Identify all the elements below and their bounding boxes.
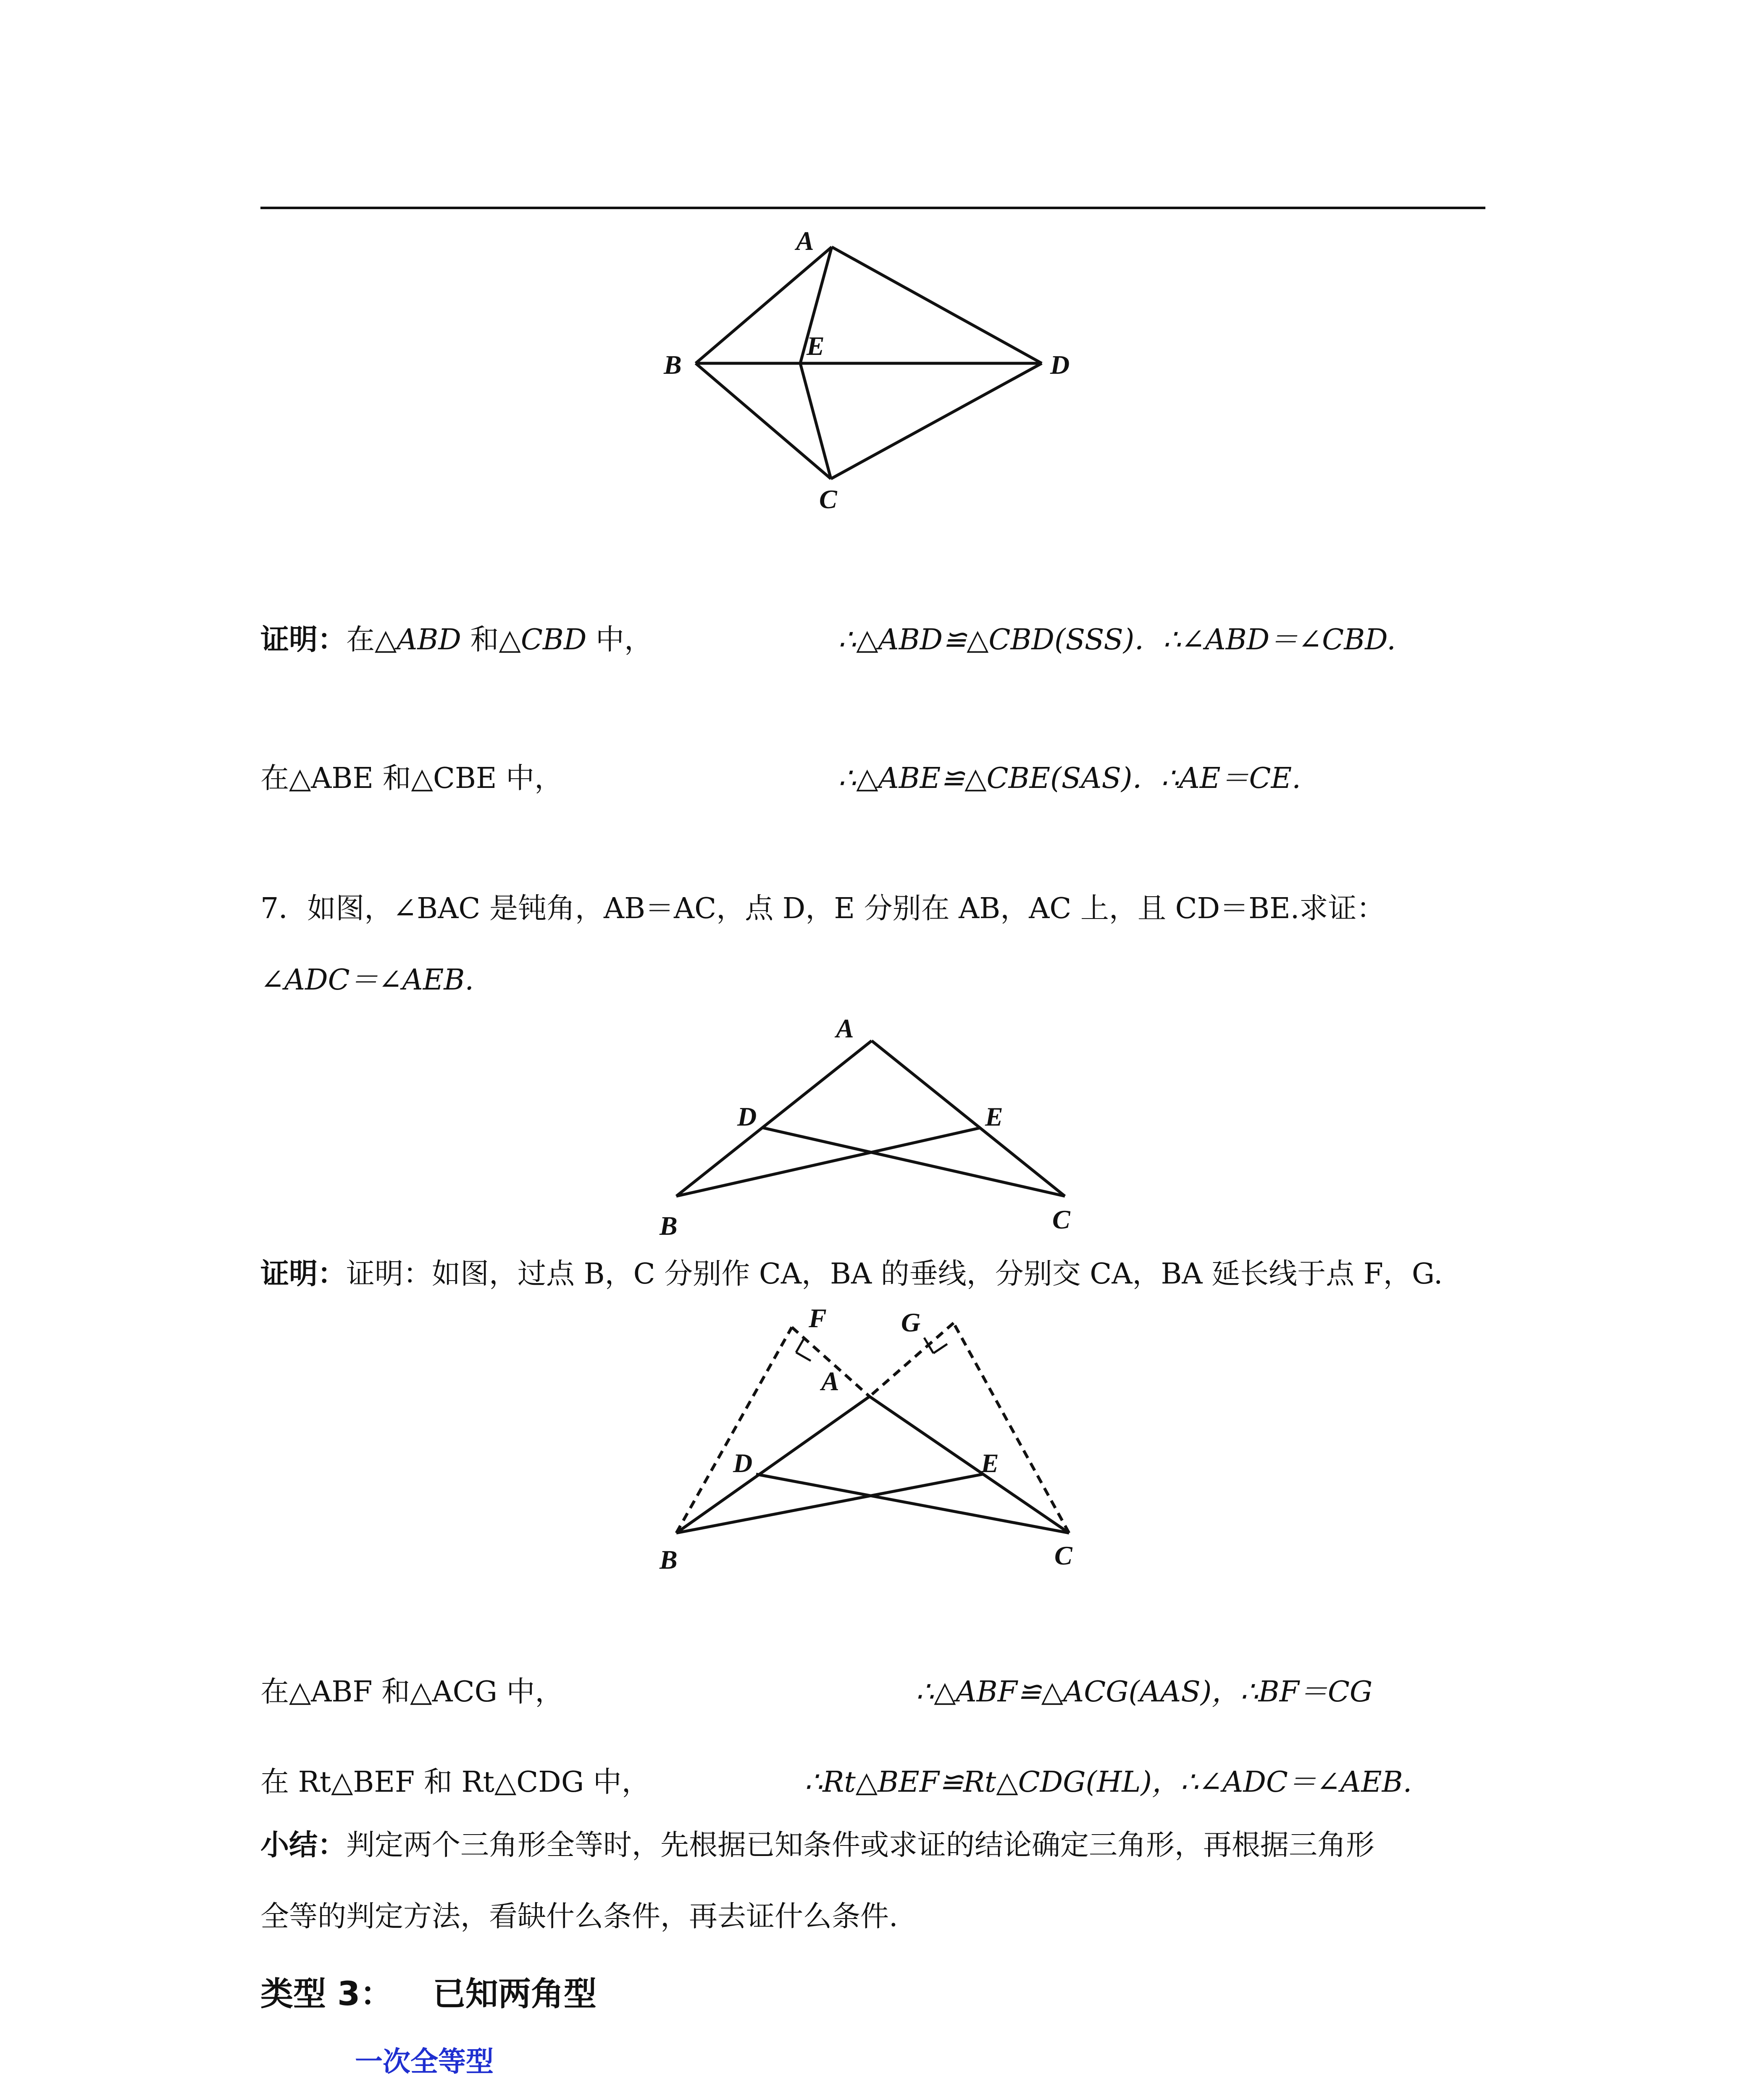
- proof2-line3-left: 在 Rt△BEF 和 Rt△CDG 中，: [260, 1766, 650, 1799]
- label-B: B: [664, 350, 682, 380]
- subsection-title: 一次全等型: [355, 2045, 494, 2078]
- label-B2: B: [660, 1211, 678, 1241]
- summary-line1: [260, 1831, 1374, 1860]
- proof2-line3-right: ∴Rt△BEF≌Rt△CDG(HL)，∴∠ADC＝∠AEB.: [804, 1766, 1412, 1799]
- summary-line2: 全等的判定方法，看缺什么条件，再去证什么条件.: [260, 1900, 898, 1933]
- proof2-line2-right: ∴△ABF≌△ACG(AAS)，∴BF＝CG: [916, 1675, 1373, 1709]
- label-D3: D: [733, 1448, 753, 1478]
- proof1-line1-left: 证明：在△ABD 和△CBD 中，: [260, 623, 653, 656]
- q7-line1: 7．如图，∠BAC 是钝角，AB＝AC，点 D，E 分别在 AB，AC 上，且 CD＝BE.求证：: [260, 892, 1385, 925]
- label-F3: F: [809, 1303, 827, 1333]
- proof1-line2-left: 在△ABE 和△CBE 中，: [260, 762, 563, 795]
- summary-label: 小结：: [260, 1829, 347, 1862]
- label-C: C: [819, 484, 837, 514]
- label-E2: E: [985, 1102, 1003, 1131]
- summary-line1-text: 判定两个三角形全等时，先根据已知条件或求证的结论确定三角形，再根据三角形: [346, 1829, 1375, 1862]
- label-C3: C: [1054, 1541, 1072, 1570]
- label-D2: D: [737, 1102, 757, 1131]
- label-A2: A: [836, 1013, 854, 1043]
- proof2-line1-text: 证明：如图，过点 B，C 分别作 CA，BA 的垂线，分别交 CA，BA 延长线于点 F，G.: [346, 1257, 1443, 1291]
- type3-subtitle: 已知两角型: [433, 1975, 597, 2013]
- label-A3: A: [821, 1366, 839, 1396]
- label-B3: B: [660, 1545, 678, 1575]
- proof2-line1: 证明：证明：如图，过点 B，C 分别作 CA，BA 的垂线，分别交 CA，BA 延长线于点 F，G.: [260, 1257, 1443, 1291]
- proof2-line2-left: 在△ABF 和△ACG 中，: [260, 1675, 564, 1709]
- type3-title: 类型 3：: [260, 1975, 393, 2013]
- label-E3: E: [981, 1448, 999, 1478]
- label-D: D: [1050, 350, 1070, 380]
- label-A: A: [796, 226, 814, 256]
- proof1-line1-right: ∴△ABD≌△CBD(SSS)．∴∠ABD＝∠CBD.: [838, 623, 1396, 656]
- label-E: E: [807, 331, 825, 361]
- label-G3: G: [901, 1307, 921, 1337]
- q7-line2: ∠ADC＝∠AEB.: [260, 963, 474, 997]
- proof1-line2-right: ∴△ABE≌△CBE(SAS)．∴AE＝CE.: [838, 762, 1301, 795]
- label-C2: C: [1052, 1205, 1070, 1234]
